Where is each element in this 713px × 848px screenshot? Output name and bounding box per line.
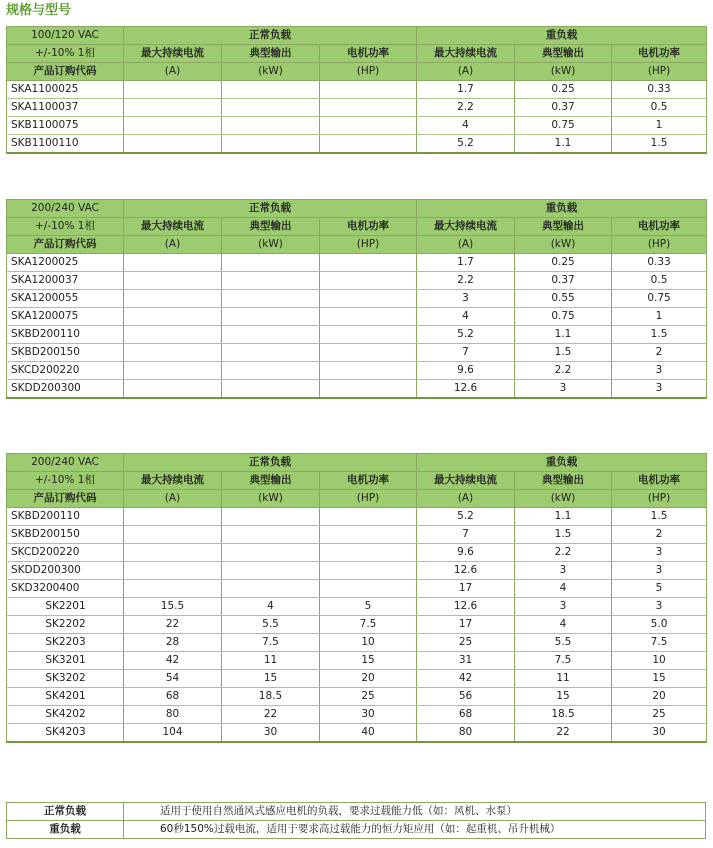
normal-power: 30 xyxy=(320,706,417,724)
heavy-power: 15 xyxy=(612,670,707,688)
heavy-duty-header: 重负载 xyxy=(417,454,707,472)
table-row xyxy=(7,688,707,706)
table-row xyxy=(7,81,707,99)
product-code: SK3201 xyxy=(7,652,124,670)
spec-table-1 xyxy=(6,26,707,154)
heavy-current: 7 xyxy=(417,344,515,362)
product-code: SKDD200300 xyxy=(7,380,124,399)
normal-current: 42 xyxy=(124,652,222,670)
normal-output: 18.5 xyxy=(222,688,320,706)
heavy-current: 1.7 xyxy=(417,254,515,272)
product-code: SKA1200025 xyxy=(7,254,124,272)
heavy-power: 1.5 xyxy=(612,135,707,154)
normal-output xyxy=(222,508,320,526)
unit-power: (HP) xyxy=(612,236,707,254)
normal-current xyxy=(124,362,222,380)
heavy-current: 1.7 xyxy=(417,81,515,99)
heavy-current: 31 xyxy=(417,652,515,670)
normal-output xyxy=(222,380,320,399)
normal-power xyxy=(320,254,417,272)
table-row xyxy=(7,326,707,344)
heavy-current: 7 xyxy=(417,526,515,544)
normal-output xyxy=(222,526,320,544)
heavy-power: 0.5 xyxy=(612,99,707,117)
heavy-power: 0.33 xyxy=(612,254,707,272)
normal-current xyxy=(124,290,222,308)
normal-current xyxy=(124,344,222,362)
normal-output: 4 xyxy=(222,598,320,616)
table-row xyxy=(7,562,707,580)
column-header-current: 最大持续电流 xyxy=(417,472,515,490)
note-definition: 适用于使用自然通风式感应电机的负载，要求过载能力低（如：风机、水泵） xyxy=(124,803,706,821)
voltage-label: 200/240 VAC xyxy=(7,200,124,218)
heavy-power: 20 xyxy=(612,688,707,706)
unit-output: (kW) xyxy=(222,63,320,81)
normal-power: 7.5 xyxy=(320,616,417,634)
unit-current: (A) xyxy=(124,63,222,81)
heavy-power: 10 xyxy=(612,652,707,670)
product-code: SK2201 xyxy=(7,598,124,616)
product-code: SKBD200110 xyxy=(7,508,124,526)
page-title: 规格与型号 xyxy=(6,3,72,18)
table-row xyxy=(7,117,707,135)
normal-output xyxy=(222,344,320,362)
unit-current: (A) xyxy=(417,236,515,254)
normal-power xyxy=(320,580,417,598)
product-code: SKBD200150 xyxy=(7,526,124,544)
column-header-current: 最大持续电流 xyxy=(124,45,222,63)
column-header-power: 电机功率 xyxy=(612,45,707,63)
table-row xyxy=(7,380,707,399)
unit-output: (kW) xyxy=(515,63,612,81)
heavy-current: 42 xyxy=(417,670,515,688)
heavy-current: 2.2 xyxy=(417,99,515,117)
heavy-power: 5 xyxy=(612,580,707,598)
product-code: SKCD200220 xyxy=(7,362,124,380)
product-code: SK2202 xyxy=(7,616,124,634)
unit-output: (kW) xyxy=(515,236,612,254)
heavy-current: 5.2 xyxy=(417,508,515,526)
heavy-output: 1.1 xyxy=(515,326,612,344)
normal-power xyxy=(320,135,417,154)
normal-current xyxy=(124,272,222,290)
column-header-output: 典型输出 xyxy=(515,45,612,63)
normal-duty-header: 正常负载 xyxy=(124,27,417,45)
heavy-power: 1.5 xyxy=(612,508,707,526)
header-row-columns xyxy=(7,218,707,236)
phase-label: +/-10% 1相 xyxy=(7,45,124,63)
product-code: SKB1100075 xyxy=(7,117,124,135)
heavy-output: 0.37 xyxy=(515,272,612,290)
normal-output xyxy=(222,99,320,117)
product-code: SKB1100110 xyxy=(7,135,124,154)
product-code: SKBD200110 xyxy=(7,326,124,344)
table-row xyxy=(7,308,707,326)
normal-current xyxy=(124,326,222,344)
heavy-current: 5.2 xyxy=(417,135,515,154)
table-row xyxy=(7,254,707,272)
normal-current xyxy=(124,380,222,399)
normal-current xyxy=(124,544,222,562)
product-code: SK4202 xyxy=(7,706,124,724)
heavy-power: 3 xyxy=(612,562,707,580)
heavy-output: 0.75 xyxy=(515,308,612,326)
heavy-power: 2 xyxy=(612,344,707,362)
normal-power xyxy=(320,81,417,99)
table-row xyxy=(7,670,707,688)
heavy-current: 9.6 xyxy=(417,544,515,562)
note-row-normal xyxy=(7,803,706,821)
normal-current xyxy=(124,580,222,598)
header-row-columns xyxy=(7,45,707,63)
normal-output xyxy=(222,326,320,344)
normal-output xyxy=(222,290,320,308)
normal-current: 15.5 xyxy=(124,598,222,616)
table-row xyxy=(7,616,707,634)
unit-current: (A) xyxy=(417,63,515,81)
table-row xyxy=(7,99,707,117)
heavy-current: 12.6 xyxy=(417,380,515,399)
header-row-units xyxy=(7,236,707,254)
heavy-current: 56 xyxy=(417,688,515,706)
heavy-duty-header: 重负载 xyxy=(417,27,707,45)
heavy-power: 0.33 xyxy=(612,81,707,99)
product-code: SKCD200220 xyxy=(7,544,124,562)
column-header-power: 电机功率 xyxy=(612,472,707,490)
product-code: SKD3200400 xyxy=(7,580,124,598)
heavy-current: 2.2 xyxy=(417,272,515,290)
heavy-output: 1.5 xyxy=(515,344,612,362)
normal-power xyxy=(320,99,417,117)
normal-output: 11 xyxy=(222,652,320,670)
note-row-heavy xyxy=(7,821,706,839)
normal-power xyxy=(320,272,417,290)
normal-output: 5.5 xyxy=(222,616,320,634)
heavy-current: 4 xyxy=(417,308,515,326)
normal-power xyxy=(320,380,417,399)
heavy-power: 1.5 xyxy=(612,326,707,344)
unit-output: (kW) xyxy=(222,236,320,254)
heavy-current: 5.2 xyxy=(417,326,515,344)
normal-power xyxy=(320,344,417,362)
unit-power: (HP) xyxy=(612,490,707,508)
table-row xyxy=(7,580,707,598)
product-code: SKBD200150 xyxy=(7,344,124,362)
voltage-label: 100/120 VAC xyxy=(7,27,124,45)
heavy-output: 4 xyxy=(515,580,612,598)
unit-power: (HP) xyxy=(612,63,707,81)
normal-current xyxy=(124,308,222,326)
column-header-output: 典型输出 xyxy=(222,45,320,63)
unit-power: (HP) xyxy=(320,236,417,254)
heavy-current: 12.6 xyxy=(417,598,515,616)
table-row xyxy=(7,598,707,616)
normal-power xyxy=(320,562,417,580)
heavy-current: 12.6 xyxy=(417,562,515,580)
table-row xyxy=(7,290,707,308)
normal-current: 104 xyxy=(124,724,222,743)
normal-output xyxy=(222,308,320,326)
unit-current: (A) xyxy=(124,490,222,508)
heavy-power: 30 xyxy=(612,724,707,743)
heavy-output: 0.25 xyxy=(515,81,612,99)
heavy-output: 5.5 xyxy=(515,634,612,652)
normal-output: 22 xyxy=(222,706,320,724)
unit-current: (A) xyxy=(124,236,222,254)
heavy-output: 18.5 xyxy=(515,706,612,724)
heavy-power: 1 xyxy=(612,308,707,326)
normal-power xyxy=(320,117,417,135)
normal-current xyxy=(124,526,222,544)
header-row-columns xyxy=(7,472,707,490)
heavy-current: 3 xyxy=(417,290,515,308)
product-code: SK2203 xyxy=(7,634,124,652)
product-code: SKA1100037 xyxy=(7,99,124,117)
spec-table-2 xyxy=(6,199,707,399)
product-code: SK4203 xyxy=(7,724,124,743)
column-header-power: 电机功率 xyxy=(320,218,417,236)
note-definition: 60秒150%过载电流，适用于要求高过载能力的恒力矩应用（如：起重机、吊升机械） xyxy=(124,821,706,839)
normal-current xyxy=(124,117,222,135)
table-row xyxy=(7,544,707,562)
normal-power xyxy=(320,290,417,308)
column-header-current: 最大持续电流 xyxy=(124,218,222,236)
normal-current xyxy=(124,508,222,526)
normal-output: 7.5 xyxy=(222,634,320,652)
table-row xyxy=(7,652,707,670)
normal-current: 22 xyxy=(124,616,222,634)
heavy-power: 7.5 xyxy=(612,634,707,652)
product-code: SK3202 xyxy=(7,670,124,688)
order-code-label: 产品订购代码 xyxy=(7,63,124,81)
heavy-output: 4 xyxy=(515,616,612,634)
column-header-current: 最大持续电流 xyxy=(124,472,222,490)
heavy-power: 0.5 xyxy=(612,272,707,290)
heavy-output: 22 xyxy=(515,724,612,743)
note-term: 重负载 xyxy=(7,821,124,839)
normal-power xyxy=(320,362,417,380)
heavy-output: 2.2 xyxy=(515,362,612,380)
unit-power: (HP) xyxy=(320,63,417,81)
heavy-power: 3 xyxy=(612,380,707,399)
header-row-duty xyxy=(7,200,707,218)
normal-output xyxy=(222,562,320,580)
product-code: SKA1200075 xyxy=(7,308,124,326)
normal-power: 10 xyxy=(320,634,417,652)
phase-label: +/-10% 1相 xyxy=(7,218,124,236)
heavy-output: 3 xyxy=(515,380,612,399)
normal-current: 68 xyxy=(124,688,222,706)
column-header-output: 典型输出 xyxy=(222,472,320,490)
heavy-output: 0.37 xyxy=(515,99,612,117)
header-row-duty xyxy=(7,27,707,45)
heavy-duty-header: 重负载 xyxy=(417,200,707,218)
heavy-output: 3 xyxy=(515,598,612,616)
column-header-output: 典型输出 xyxy=(515,218,612,236)
column-header-current: 最大持续电流 xyxy=(417,45,515,63)
heavy-current: 17 xyxy=(417,580,515,598)
normal-output xyxy=(222,81,320,99)
normal-power: 15 xyxy=(320,652,417,670)
heavy-output: 15 xyxy=(515,688,612,706)
product-code: SKA1200055 xyxy=(7,290,124,308)
normal-power xyxy=(320,544,417,562)
product-code: SKA1100025 xyxy=(7,81,124,99)
column-header-output: 典型输出 xyxy=(515,472,612,490)
order-code-label: 产品订购代码 xyxy=(7,236,124,254)
voltage-label: 200/240 VAC xyxy=(7,454,124,472)
normal-power: 20 xyxy=(320,670,417,688)
normal-current: 80 xyxy=(124,706,222,724)
normal-output xyxy=(222,580,320,598)
heavy-output: 1.5 xyxy=(515,526,612,544)
heavy-output: 0.75 xyxy=(515,117,612,135)
heavy-output: 1.1 xyxy=(515,508,612,526)
table-row xyxy=(7,362,707,380)
unit-output: (kW) xyxy=(515,490,612,508)
table-row xyxy=(7,135,707,154)
normal-current xyxy=(124,562,222,580)
normal-output xyxy=(222,117,320,135)
unit-output: (kW) xyxy=(222,490,320,508)
heavy-power: 0.75 xyxy=(612,290,707,308)
normal-power xyxy=(320,326,417,344)
heavy-current: 68 xyxy=(417,706,515,724)
normal-current xyxy=(124,254,222,272)
normal-power xyxy=(320,308,417,326)
header-row-units xyxy=(7,63,707,81)
heavy-output: 0.25 xyxy=(515,254,612,272)
product-code: SKDD200300 xyxy=(7,562,124,580)
table-row xyxy=(7,526,707,544)
product-code: SKA1200037 xyxy=(7,272,124,290)
normal-output xyxy=(222,362,320,380)
heavy-power: 1 xyxy=(612,117,707,135)
normal-output xyxy=(222,254,320,272)
table-row xyxy=(7,272,707,290)
table-row xyxy=(7,706,707,724)
normal-current: 54 xyxy=(124,670,222,688)
heavy-output: 3 xyxy=(515,562,612,580)
normal-current xyxy=(124,81,222,99)
heavy-power: 3 xyxy=(612,598,707,616)
normal-power xyxy=(320,508,417,526)
unit-current: (A) xyxy=(417,490,515,508)
column-header-power: 电机功率 xyxy=(320,45,417,63)
heavy-power: 25 xyxy=(612,706,707,724)
table-row xyxy=(7,634,707,652)
column-header-power: 电机功率 xyxy=(612,218,707,236)
spec-table-3 xyxy=(6,453,707,743)
heavy-power: 3 xyxy=(612,362,707,380)
normal-power: 40 xyxy=(320,724,417,743)
note-term: 正常负载 xyxy=(7,803,124,821)
column-header-output: 典型输出 xyxy=(222,218,320,236)
normal-output: 15 xyxy=(222,670,320,688)
heavy-output: 0.55 xyxy=(515,290,612,308)
order-code-label: 产品订购代码 xyxy=(7,490,124,508)
normal-output xyxy=(222,544,320,562)
heavy-power: 5.0 xyxy=(612,616,707,634)
header-row-duty xyxy=(7,454,707,472)
table-row xyxy=(7,508,707,526)
heavy-power: 3 xyxy=(612,544,707,562)
duty-notes-table xyxy=(6,802,706,839)
heavy-output: 1.1 xyxy=(515,135,612,154)
table-row xyxy=(7,724,707,743)
table-row xyxy=(7,344,707,362)
phase-label: +/-10% 1相 xyxy=(7,472,124,490)
normal-current xyxy=(124,99,222,117)
column-header-power: 电机功率 xyxy=(320,472,417,490)
normal-power: 25 xyxy=(320,688,417,706)
normal-output: 30 xyxy=(222,724,320,743)
normal-current: 28 xyxy=(124,634,222,652)
heavy-current: 25 xyxy=(417,634,515,652)
unit-power: (HP) xyxy=(320,490,417,508)
heavy-current: 17 xyxy=(417,616,515,634)
heavy-current: 9.6 xyxy=(417,362,515,380)
normal-power xyxy=(320,526,417,544)
normal-power: 5 xyxy=(320,598,417,616)
heavy-current: 4 xyxy=(417,117,515,135)
normal-duty-header: 正常负载 xyxy=(124,200,417,218)
heavy-output: 11 xyxy=(515,670,612,688)
normal-output xyxy=(222,135,320,154)
normal-duty-header: 正常负载 xyxy=(124,454,417,472)
normal-current xyxy=(124,135,222,154)
normal-output xyxy=(222,272,320,290)
heavy-output: 2.2 xyxy=(515,544,612,562)
column-header-current: 最大持续电流 xyxy=(417,218,515,236)
header-row-units xyxy=(7,490,707,508)
product-code: SK4201 xyxy=(7,688,124,706)
heavy-current: 80 xyxy=(417,724,515,743)
heavy-output: 7.5 xyxy=(515,652,612,670)
heavy-power: 2 xyxy=(612,526,707,544)
